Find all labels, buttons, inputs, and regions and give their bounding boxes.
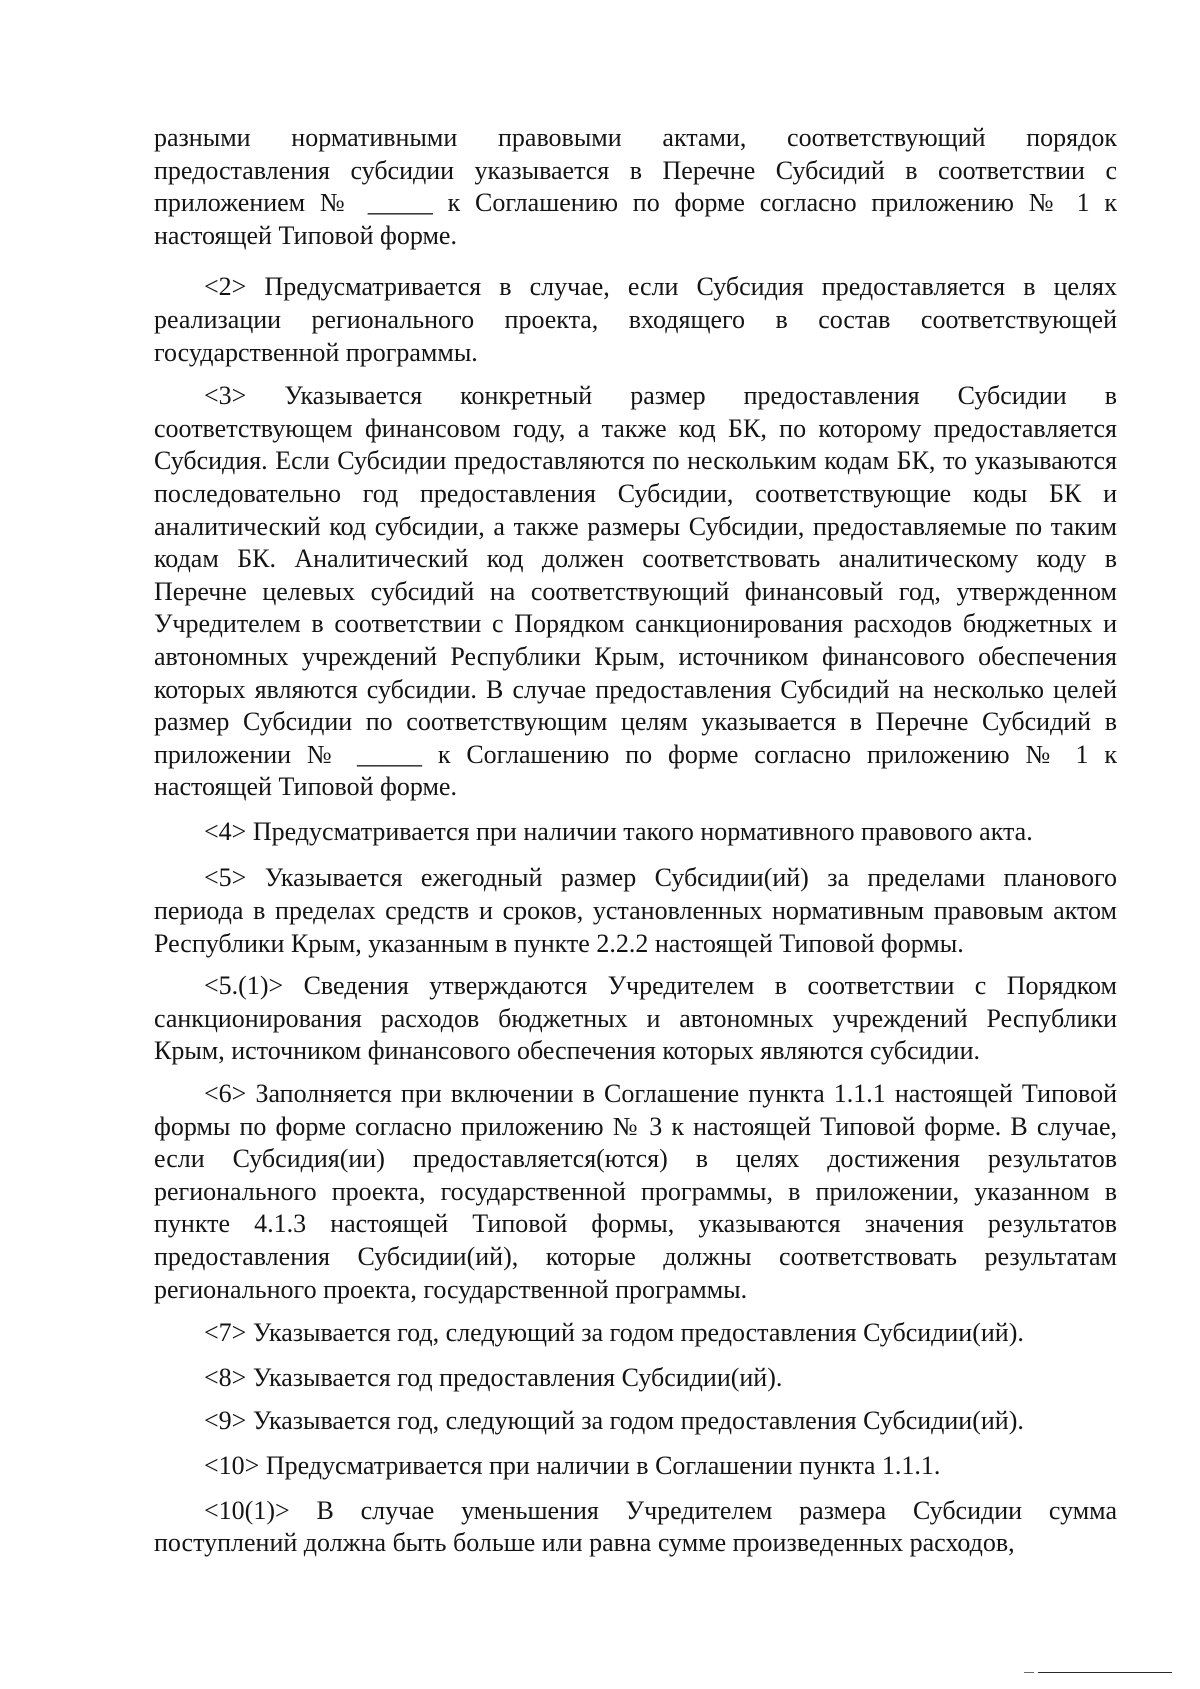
footnote-10: <10> Предусматривается при наличии в Соглашении пункта 1.1.1. (204, 1450, 941, 1480)
footnote-3: <3> Указывается конкретный размер предоставления Субсидии в соответствующем финансовом году, а также код БК, по которому предоставляется Субсидия. Если Субсидии предоставляются по нескольким кодам БК, то указываются последовательно год предоставления Субсидии, соответствующие коды БК и аналитический код субсидии, а также размеры Субсидии, предоставляемые по таким кодам БК. Аналитический код должен соответствовать аналитическому коду в Перечне целевых субсидий на соответствующий финансовый год, утвержденном Учредителем в соответствии с Порядком санкционирования расходов бюджетных и автономных учреждений Республики Крым, источником финансового обеспечения которых являются субсидии. В случае предоставления Субсидий на несколько целей размер Субсидии по соответствующим целям указывается в Перечне Субсидий в приложении № _____ к Соглашению по форме согласно приложению № 1 к настоящей Типовой форме. (154, 381, 1117, 802)
footnote-4: <4> Предусматривается при наличии такого нормативного правового акта. (204, 816, 1033, 846)
footnote-9: <9> Указывается год, следующий за годом предоставления Субсидии(ий). (204, 1406, 1024, 1436)
footer-rule (1038, 1672, 1172, 1673)
footnote-8: <8> Указывается год предоставления Субсидии(ий). (204, 1362, 783, 1392)
footer-rule-dash (1024, 1672, 1034, 1673)
footnote-6: <6> Заполняется при включении в Соглашение пункта 1.1.1 настоящей Типовой формы по форме согласно приложению № 3 к настоящей Типовой форме. В случае, если Субсидия(ии) предоставляется(ются) в целях достижения результатов регионального проекта, государственной программы, в приложении, указанном в пункте 4.1.3 настоящей Типовой формы, указываются значения результатов предоставления Субсидии(ий), которые должны соответствовать результатам регионального проекта, государственной программы. (154, 1079, 1117, 1304)
footnote-10-1: <10(1)> В случае уменьшения Учредителем размера Субсидии сумма поступлений должна быть больше или равна сумме произведенных расходов, (154, 1495, 1117, 1558)
paragraph-continuation: разными нормативными правовыми актами, соответствующий порядок предоставления субсидии указывается в Перечне Субсидий в соответствии с приложением № _____ к Соглашению по форме согласно приложению № 1 к настоящей Типовой форме. (154, 123, 1117, 250)
footnote-7: <7> Указывается год, следующий за годом предоставления Субсидии(ий). (204, 1318, 1024, 1348)
footnote-5-1: <5.(1)> Сведения утверждаются Учредителем в соответствии с Порядком санкционирования расходов бюджетных и автономных учреждений Республики Крым, источником финансового обеспечения которых являются субсидии. (154, 971, 1117, 1066)
footnote-5: <5> Указывается ежегодный размер Субсидии(ий) за пределами планового периода в пределах средств и сроков, установленных нормативным правовым актом Республики Крым, указанным в пункте 2.2.2 настоящей Типовой формы. (154, 863, 1117, 958)
document-page (154, 122, 1117, 1560)
footnote-2: <2> Предусматривается в случае, если Субсидия предоставляется в целях реализации регионального проекта, входящего в состав соответствующей государственной программы. (154, 272, 1117, 367)
